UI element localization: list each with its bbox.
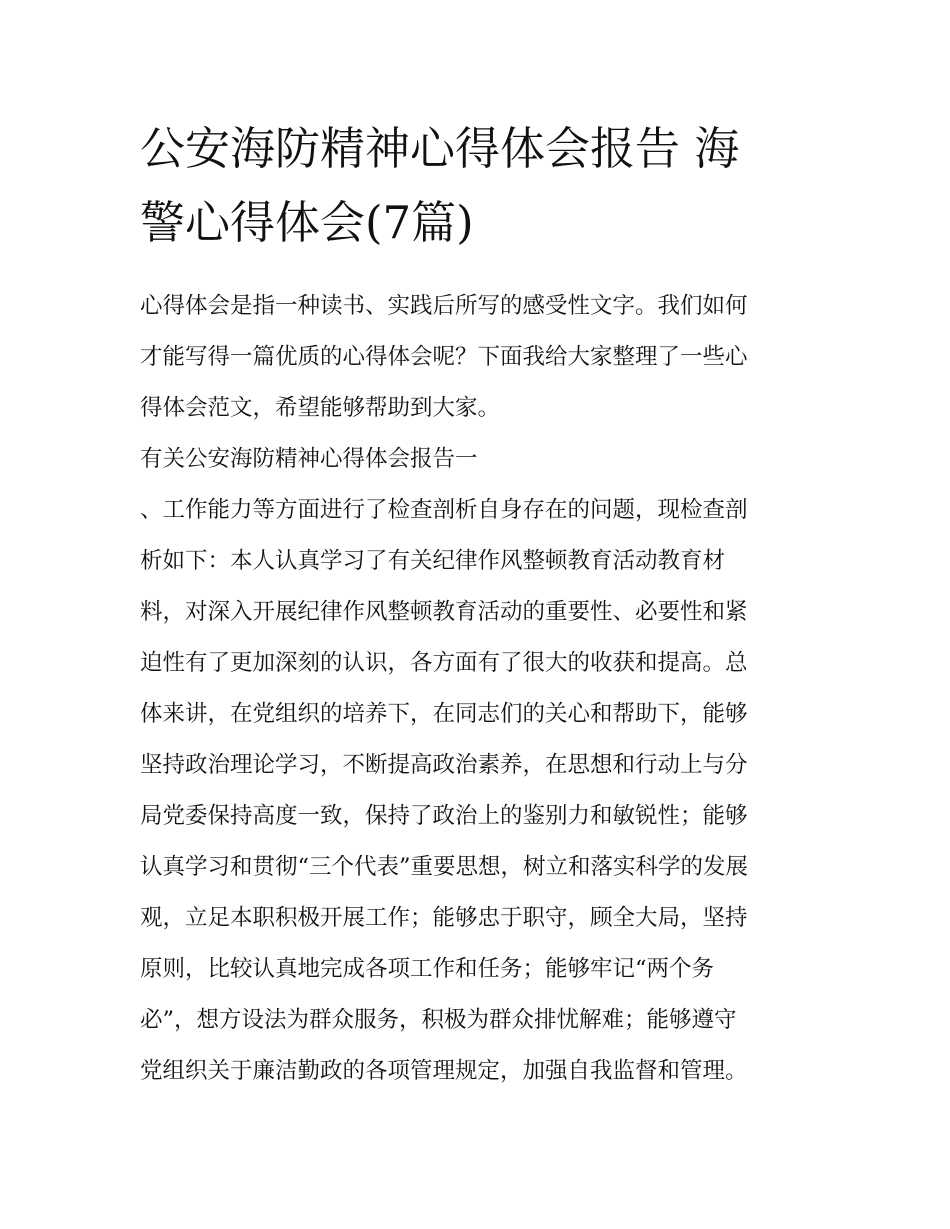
intro-paragraph xyxy=(140,281,812,434)
document-title xyxy=(140,112,812,260)
body-line: 观，立足本职积极开展工作；能够忠于职守，顾全大局，坚持 xyxy=(140,905,748,931)
body-line: 认真学习和贯彻“三个代表”重要思想，树立和落实科学的发展 xyxy=(140,854,749,880)
intro-line: 心得体会是指一种读书、实践后所写的感受性文字。我们如何 xyxy=(140,293,748,319)
body-line: 党组织关于廉洁勤政的各项管理规定，加强自我监督和管理。 xyxy=(140,1058,748,1084)
document-content xyxy=(140,112,812,1097)
body-line: 体来讲，在党组织的培养下，在同志们的关心和帮助下，能够 xyxy=(140,701,748,727)
section-heading-text: 有关公安海防精神心得体会报告一 xyxy=(140,446,478,472)
body-paragraph xyxy=(140,485,812,1097)
body-line: 迫性有了更加深刻的认识，各方面有了很大的收获和提高。总 xyxy=(140,650,748,676)
intro-line: 得体会范文，希望能够帮助到大家。 xyxy=(140,395,501,421)
title-line: 警心得体会(7篇) xyxy=(140,196,474,249)
body-line: 坚持政治理论学习，不断提高政治素养，在思想和行动上与分 xyxy=(140,752,748,778)
body-line: 析如下：本人认真学习了有关纪律作风整顿教育活动教育材 xyxy=(140,548,726,574)
body-line: 、工作能力等方面进行了检查剖析自身存在的问题，现检查剖 xyxy=(140,497,748,523)
body-line: 原则，比较认真地完成各项工作和任务；能够牢记“两个务 xyxy=(140,956,715,982)
title-line: 公安海防精神心得体会报告 海 xyxy=(140,122,740,175)
section-heading xyxy=(140,434,812,485)
body-line: 局党委保持高度一致，保持了政治上的鉴别力和敏锐性；能够 xyxy=(140,803,748,829)
intro-line: 才能写得一篇优质的心得体会呢？下面我给大家整理了一些心 xyxy=(140,344,748,370)
body-line: 必”，想方设法为群众服务，积极为群众排忧解难；能够遵守 xyxy=(140,1007,737,1033)
body-line: 料，对深入开展纪律作风整顿教育活动的重要性、必要性和紧 xyxy=(140,599,748,625)
